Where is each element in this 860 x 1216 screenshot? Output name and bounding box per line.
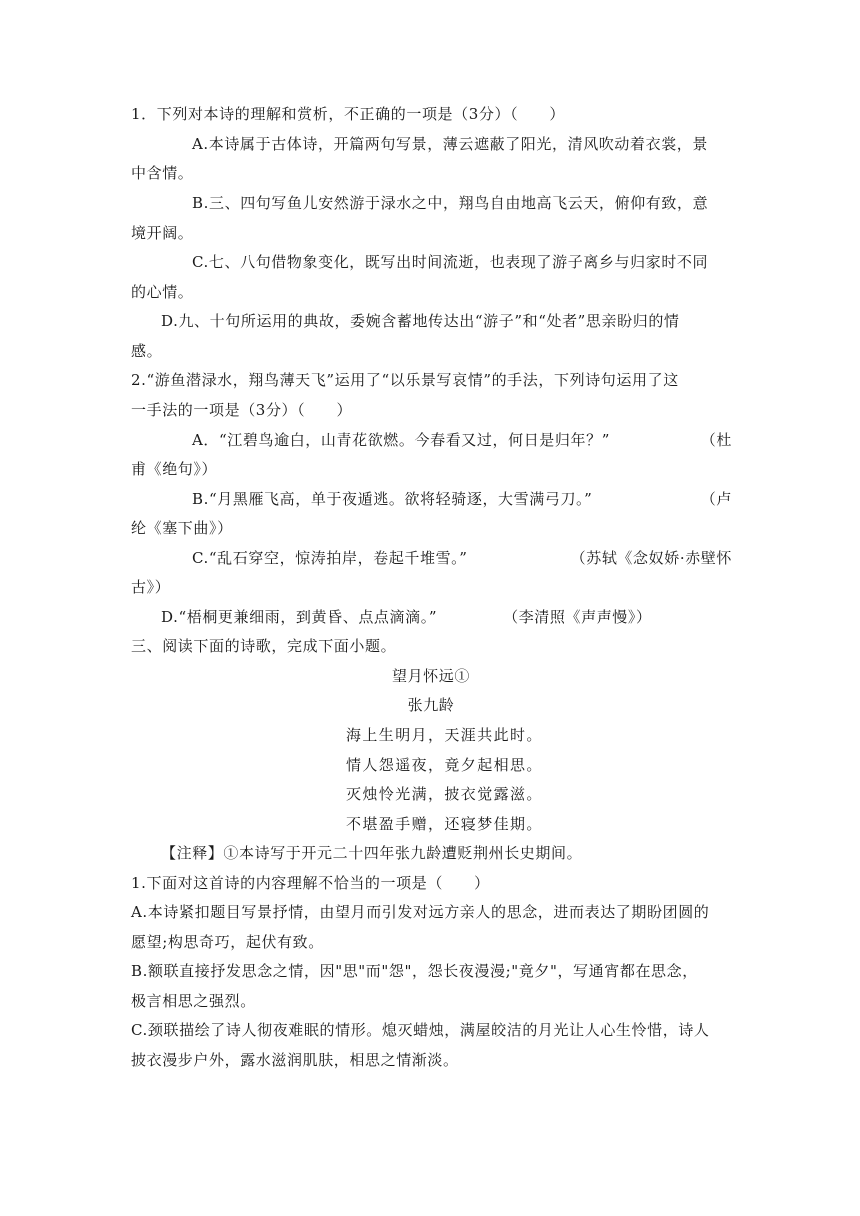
q3-option-a-line1: A.本诗紧扣题目写景抒情，由望月而引发对远方亲人的思念，进而表达了期盼团圆的 bbox=[131, 903, 710, 921]
q1-option-b-line2: 境开阔。 bbox=[131, 224, 194, 242]
q2-option-c-source: （苏轼《念奴娇·赤壁怀 bbox=[570, 549, 732, 567]
q2-option-b-source: （卢 bbox=[700, 490, 732, 508]
poem-line: 情人怨遥夜，竟夕起相思。 bbox=[346, 756, 543, 774]
q3-option-b-line2: 极言相思之强烈。 bbox=[131, 992, 256, 1010]
q3-option-a-line2: 愿望;构思奇巧，起伏有致。 bbox=[131, 933, 324, 951]
q1-option-b-line1: B.三、四句写鱼儿安然游于渌水之中，翔鸟自由地高飞云天，俯仰有致，意 bbox=[192, 194, 709, 212]
q2-stem-line1: 2.“游鱼潜渌水，翔鸟薄天飞”运用了“以乐景写哀情”的手法，下列诗句运用了这 bbox=[131, 371, 679, 389]
q2-option-d-source: （李清照《声声慢》） bbox=[503, 608, 652, 626]
poem-author: 张九龄 bbox=[407, 696, 455, 714]
q2-option-d-text: D.“梧桐更兼细雨，到黄昏、点点滴滴。” bbox=[161, 608, 438, 626]
poem-line: 不堪盈手赠，还寝梦佳期。 bbox=[346, 815, 543, 833]
q1-option-d-line2: 感。 bbox=[131, 342, 163, 360]
q2-option-b-text: B.“月黑雁飞高，单于夜遁逃。欲将轻骑逐，大雪满弓刀。” bbox=[192, 490, 593, 508]
q1-option-a-line1: A.本诗属于古体诗，开篇两句写景，薄云遮蔽了阳光，清风吹动着衣裳，景 bbox=[192, 135, 709, 153]
q1-option-a-line2: 中含情。 bbox=[131, 164, 194, 182]
poem-line: 灭烛怜光满，披衣觉露滋。 bbox=[346, 785, 543, 803]
q2-option-a-text: A．“江碧鸟逾白，山青花欲燃。今春看又过，何日是归年？” bbox=[192, 431, 610, 449]
q3-option-c-line2: 披衣漫步户外，露水滋润肌肤，相思之情渐淡。 bbox=[131, 1051, 459, 1069]
q2-option-c-line1 bbox=[192, 548, 732, 568]
q2-option-c-line2: 古》） bbox=[131, 578, 171, 596]
q2-option-c-text: C.“乱石穿空，惊涛拍岸，卷起千堆雪。” bbox=[192, 549, 468, 567]
q1-option-c-line2: 的心情。 bbox=[131, 283, 194, 301]
q2-option-a-line2: 甫《绝句》） bbox=[131, 460, 218, 478]
poem-line: 海上生明月，天涯共此时。 bbox=[346, 726, 543, 744]
q2-option-b-line2: 纶《塞下曲》） bbox=[131, 519, 233, 537]
q2-option-a-line1 bbox=[192, 430, 732, 450]
section-heading: 三、阅读下面的诗歌，完成下面小题。 bbox=[131, 637, 397, 655]
q3-stem: 1.下面对这首诗的内容理解不恰当的一项是（ ） bbox=[131, 874, 490, 892]
poem-title: 望月怀远① bbox=[391, 667, 470, 685]
q1-stem: 1．下列对本诗的理解和赏析，不正确的一项是（3分）（ ） bbox=[131, 105, 565, 123]
q2-stem-line2: 一手法的一项是（3分）（ ） bbox=[131, 401, 353, 419]
q3-option-b-line1: B.额联直接抒发思念之情，因"思"而"怨"，怨长夜漫漫;"竟夕"，写通宵都在思念， bbox=[131, 962, 698, 980]
q1-option-d-line1: D.九、十句所运用的典故，委婉含蓄地传达出“游子”和“处者”思亲盼归的情 bbox=[161, 312, 680, 330]
q2-option-b-line1 bbox=[192, 489, 732, 509]
q3-option-c-line1: C.颈联描绘了诗人彻夜难眠的情形。熄灭蜡烛，满屋皎洁的月光让人心生怜惜，诗人 bbox=[131, 1021, 710, 1039]
q2-option-a-source: （杜 bbox=[700, 431, 732, 449]
poem-annotation: 【注释】①本诗写于开元二十四年张九龄遭贬荆州长史期间。 bbox=[161, 844, 583, 862]
q1-option-c-line1: C.七、八句借物象变化，既写出时间流逝，也表现了游子离乡与归家时不同 bbox=[192, 253, 709, 271]
q2-option-d-line bbox=[161, 607, 701, 627]
